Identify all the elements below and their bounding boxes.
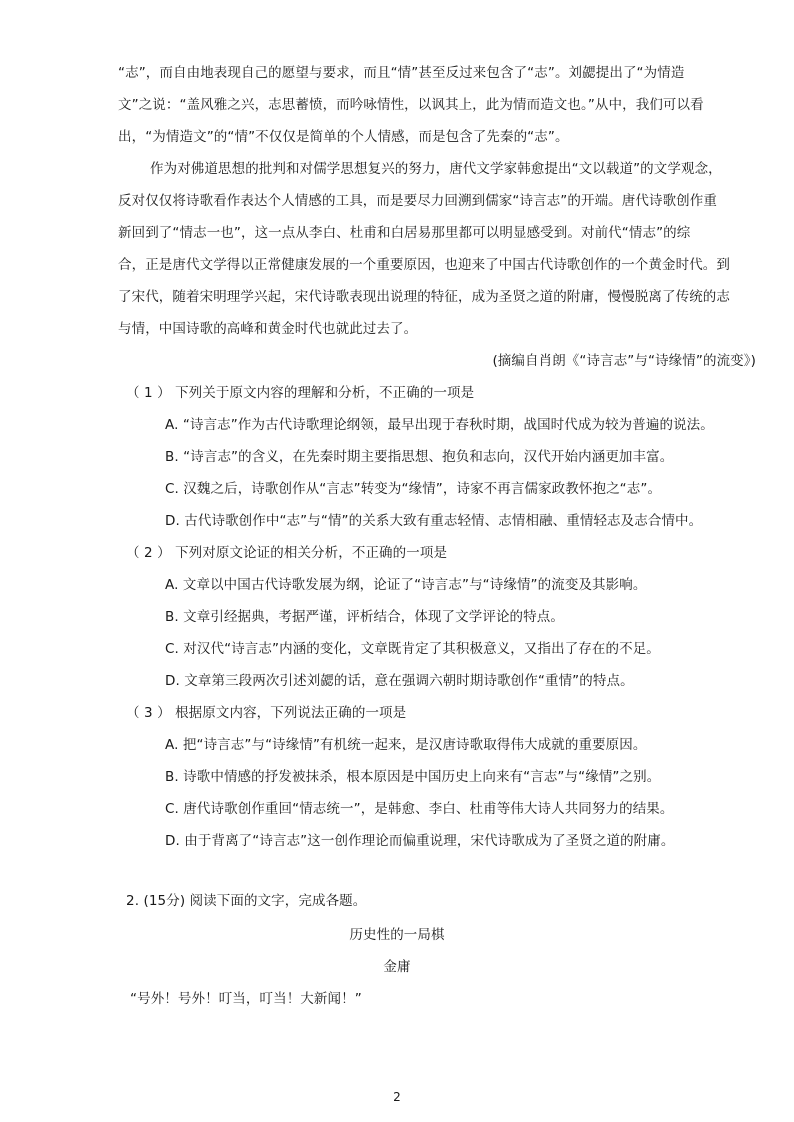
passage-line: 出，“为情造文”的“情”不仅仅是简单的个人情感，而是包含了先秦的“志”。	[118, 129, 569, 145]
article-first-line: “号外！号外！叮当，叮当！大新闻！”	[130, 991, 362, 1007]
passage-line: “志”，而自由地表现自己的愿望与要求，而且“情”甚至反过来包含了“志”。刘勰提出了“为情造	[118, 65, 685, 81]
question-option: D. 由于背离了“诗言志”这一创作理论而偏重说理，宋代诗歌成为了圣贤之道的附庸。	[165, 833, 675, 849]
passage-line: 了宋代，随着宋明理学兴起，宋代诗歌表现出说理的特征，成为圣贤之道的附庸，慢慢脱离了传统的志	[118, 289, 730, 305]
source-citation: (摘编自肖朗《“诗言志”与“诗缘情”的流变》)	[492, 353, 756, 369]
question-stem: （ 2 ） 下列对原文论证的相关分析，不正确的一项是	[126, 545, 448, 561]
question-option: B. 诗歌中情感的抒发被抹杀，根本原因是中国历史上向来有“言志”与“缘情”之别。	[165, 769, 661, 785]
question-option: B. “诗言志”的含义，在先秦时期主要指思想、抱负和志向，汉代开始内涵更加丰富。	[165, 449, 674, 465]
question-option: A. 把“诗言志”与“诗缘情”有机统一起来，是汉唐诗歌取得伟大成就的重要原因。	[165, 737, 647, 753]
passage-line: 反对仅仅将诗歌看作表达个人情感的工具，而是要尽力回溯到儒家“诗言志”的开端。唐代诗歌创作重	[118, 193, 717, 209]
passage-line: 合，正是唐代文学得以正常健康发展的一个重要原因，也迎来了中国古代诗歌创作的一个黄金时代。到	[118, 257, 730, 273]
question-option: D. 文章第三段两次引述刘勰的话，意在强调六朝时期诗歌创作“重情”的特点。	[165, 673, 634, 689]
passage-line: 与情，中国诗歌的高峰和黄金时代也就此过去了。	[118, 321, 418, 337]
question-option: C. 唐代诗歌创作重回“情志统一”，是韩愈、李白、杜甫等伟大诗人共同努力的结果。	[165, 801, 674, 817]
passage-line: 文”之说：“盖风雅之兴，志思蓄愤，而吟咏情性，以讽其上，此为情而造文也。”从中，我们可以看	[118, 97, 704, 113]
passage-line: 新回到了“情志一也”，这一点从李白、杜甫和白居易那里都可以明显感受到。对前代“情志”的综	[118, 225, 691, 241]
section-header: 2. (15分) 阅读下面的文字，完成各题。	[126, 893, 367, 909]
article-author: 金庸	[383, 959, 411, 975]
question-option: A. “诗言志”作为古代诗歌理论纲领，最早出现于春秋时期，战国时代成为较为普遍的说法。	[165, 417, 714, 433]
question-option: D. 古代诗歌创作中“志”与“情”的关系大致有重志轻情、志情相融、重情轻志及志合情中。	[165, 513, 703, 529]
question-option: A. 文章以中国古代诗歌发展为纲，论证了“诗言志”与“诗缘情”的流变及其影响。	[165, 577, 647, 593]
question-option: C. 汉魏之后，诗歌创作从“言志”转变为“缘情”，诗家不再言儒家政教怀抱之“志”。	[165, 481, 662, 497]
question-option: C. 对汉代“诗言志”内涵的变化，文章既肯定了其积极意义，又指出了存在的不足。	[165, 641, 660, 657]
question-option: B. 文章引经据典，考据严谨，评析结合，体现了文学评论的特点。	[165, 609, 564, 625]
page-number: 2	[393, 1090, 401, 1104]
question-stem: （ 3 ） 根据原文内容，下列说法正确的一项是	[126, 705, 407, 721]
question-stem: （ 1 ） 下列关于原文内容的理解和分析，不正确的一项是	[126, 385, 475, 401]
article-title: 历史性的一局棋	[349, 927, 445, 943]
passage-line: 作为对佛道思想的批判和对儒学思想复兴的努力，唐代文学家韩愈提出“文以载道”的文学观念，	[150, 161, 722, 177]
